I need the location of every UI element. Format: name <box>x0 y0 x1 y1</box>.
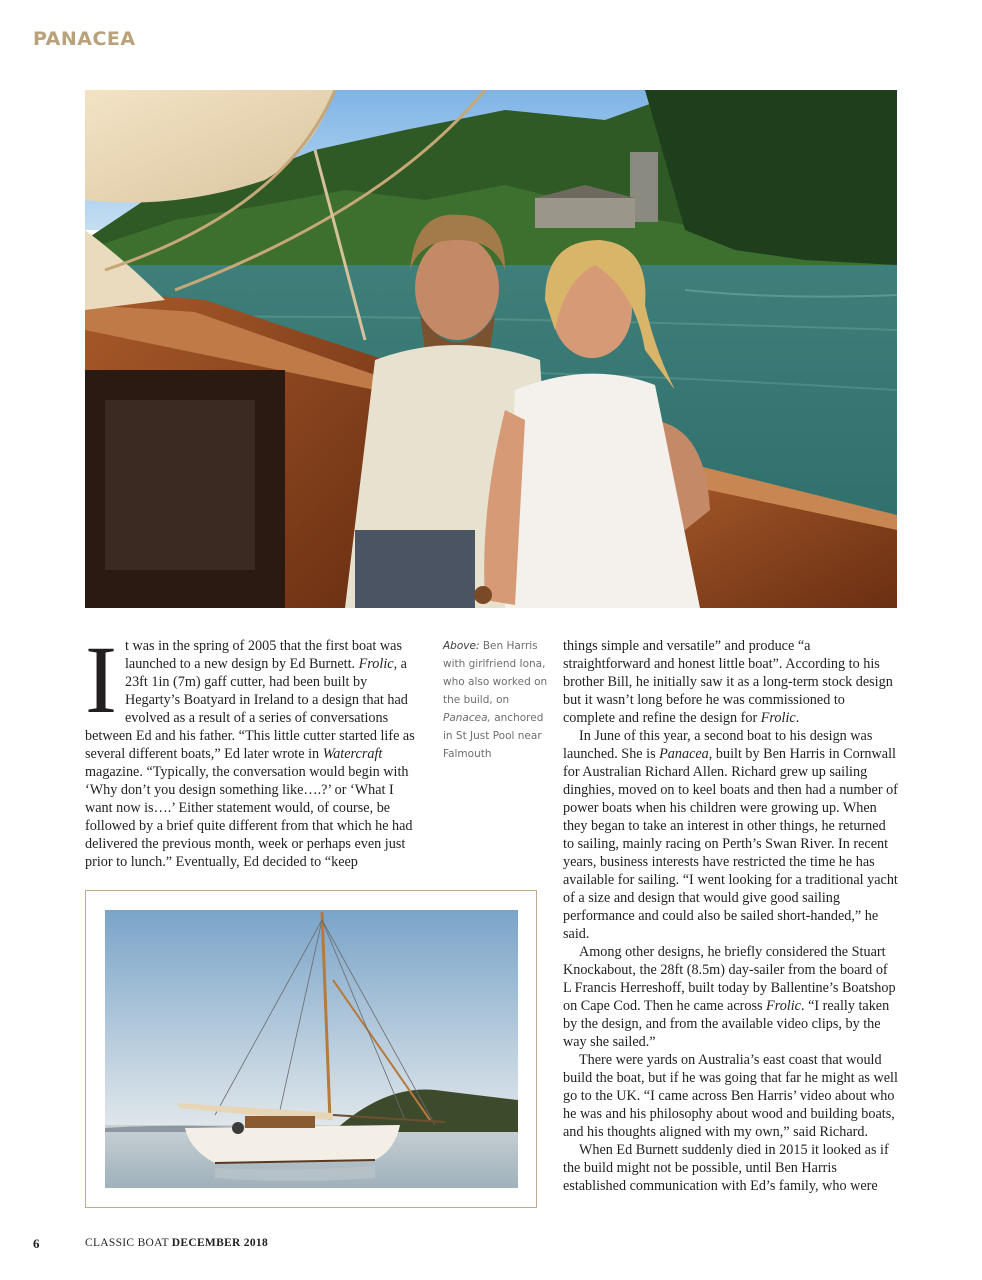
caption-label: Above: <box>443 640 480 652</box>
magazine-name: CLASSIC BOAT <box>85 1237 169 1249</box>
section-title: PANACEA <box>33 28 136 50</box>
page-number: 6 <box>33 1236 40 1251</box>
paragraph: things simple and versatile” and produce “a straightforward and honest little boat”. According to his brother Bill, he initially saw it as a long-term stock design but it wasn’t long before he was commissioned to complete and refine the design for Frolic. <box>563 638 893 726</box>
body-column-right <box>563 637 898 1195</box>
paragraph: In June of this year, a second boat to his design was launched. She is Panacea, built by Ben Harris in Cornwall for Australian Richard Allen. Richard grew up sailing dinghies, moved on to keel boats and then had a number of power boats when his children were growing up. When they began to take an interest in other things, he returned to sailing, mainly racing on Perth’s Swan River. In recent years, business interests have restricted the time he has available for sailing. “I went looking for a traditional yacht of a size and design that would give good sailing performance and could also be sailed short-handed,” he said. <box>563 728 898 942</box>
paragraph: There were yards on Australia’s east coast that would build the boat, but if he was going that far he might as well go to the UK. “I came across Ben Harris’ video about who he was and his philosophy about wood and building boats, and his thoughts aligned with my own,” said Richard. <box>563 1052 898 1140</box>
issue-date: DECEMBER 2018 <box>171 1237 269 1249</box>
body-column-left <box>85 626 415 871</box>
paragraph: Among other designs, he briefly considered the Stuart Knockabout, the 28ft (8.5m) day-sailer from the board of L Francis Herreshoff, built today by Ballentine’s Boatshop on Cape Cod. Then he came across Frolic. “I really taken by the design, and from the available video clips, by the way she sailed.” <box>563 944 896 1050</box>
hero-photo <box>85 90 897 608</box>
boat-photo <box>105 910 518 1188</box>
photo-caption: Above: Ben Harris with girlfriend Iona, who also worked on the build, on Panacea, anchored in St Just Pool near Falmouth <box>443 640 548 760</box>
magazine-footer <box>85 1237 268 1249</box>
drop-cap: I <box>85 626 117 733</box>
paragraph: When Ed Burnett suddenly died in 2015 it looked as if the build might not be possible, until Ben Harris established communication with Ed’s family, who were <box>563 1142 889 1194</box>
opening-paragraph: It was in the spring of 2005 that the first boat was launched to a new design by Ed Burnett. Frolic, a 23ft 1in (7m) gaff cutter, had been built by Hegarty’s Boatyard in Ireland to a design that had evolved as a result of a series of conversations between Ed and his father. “This little cutter started life as several different boats,” Ed later wrote in Watercraft magazine. “Typically, the conversation would begin with ‘Why don’t you design something like….?’ or ‘What I want now is….’ Either statement would, of course, be followed by a brief quite different from that which he had delivered the previous month, week or perhaps even just prior to lunch.” Eventually, Ed decided to “keep <box>85 626 415 870</box>
